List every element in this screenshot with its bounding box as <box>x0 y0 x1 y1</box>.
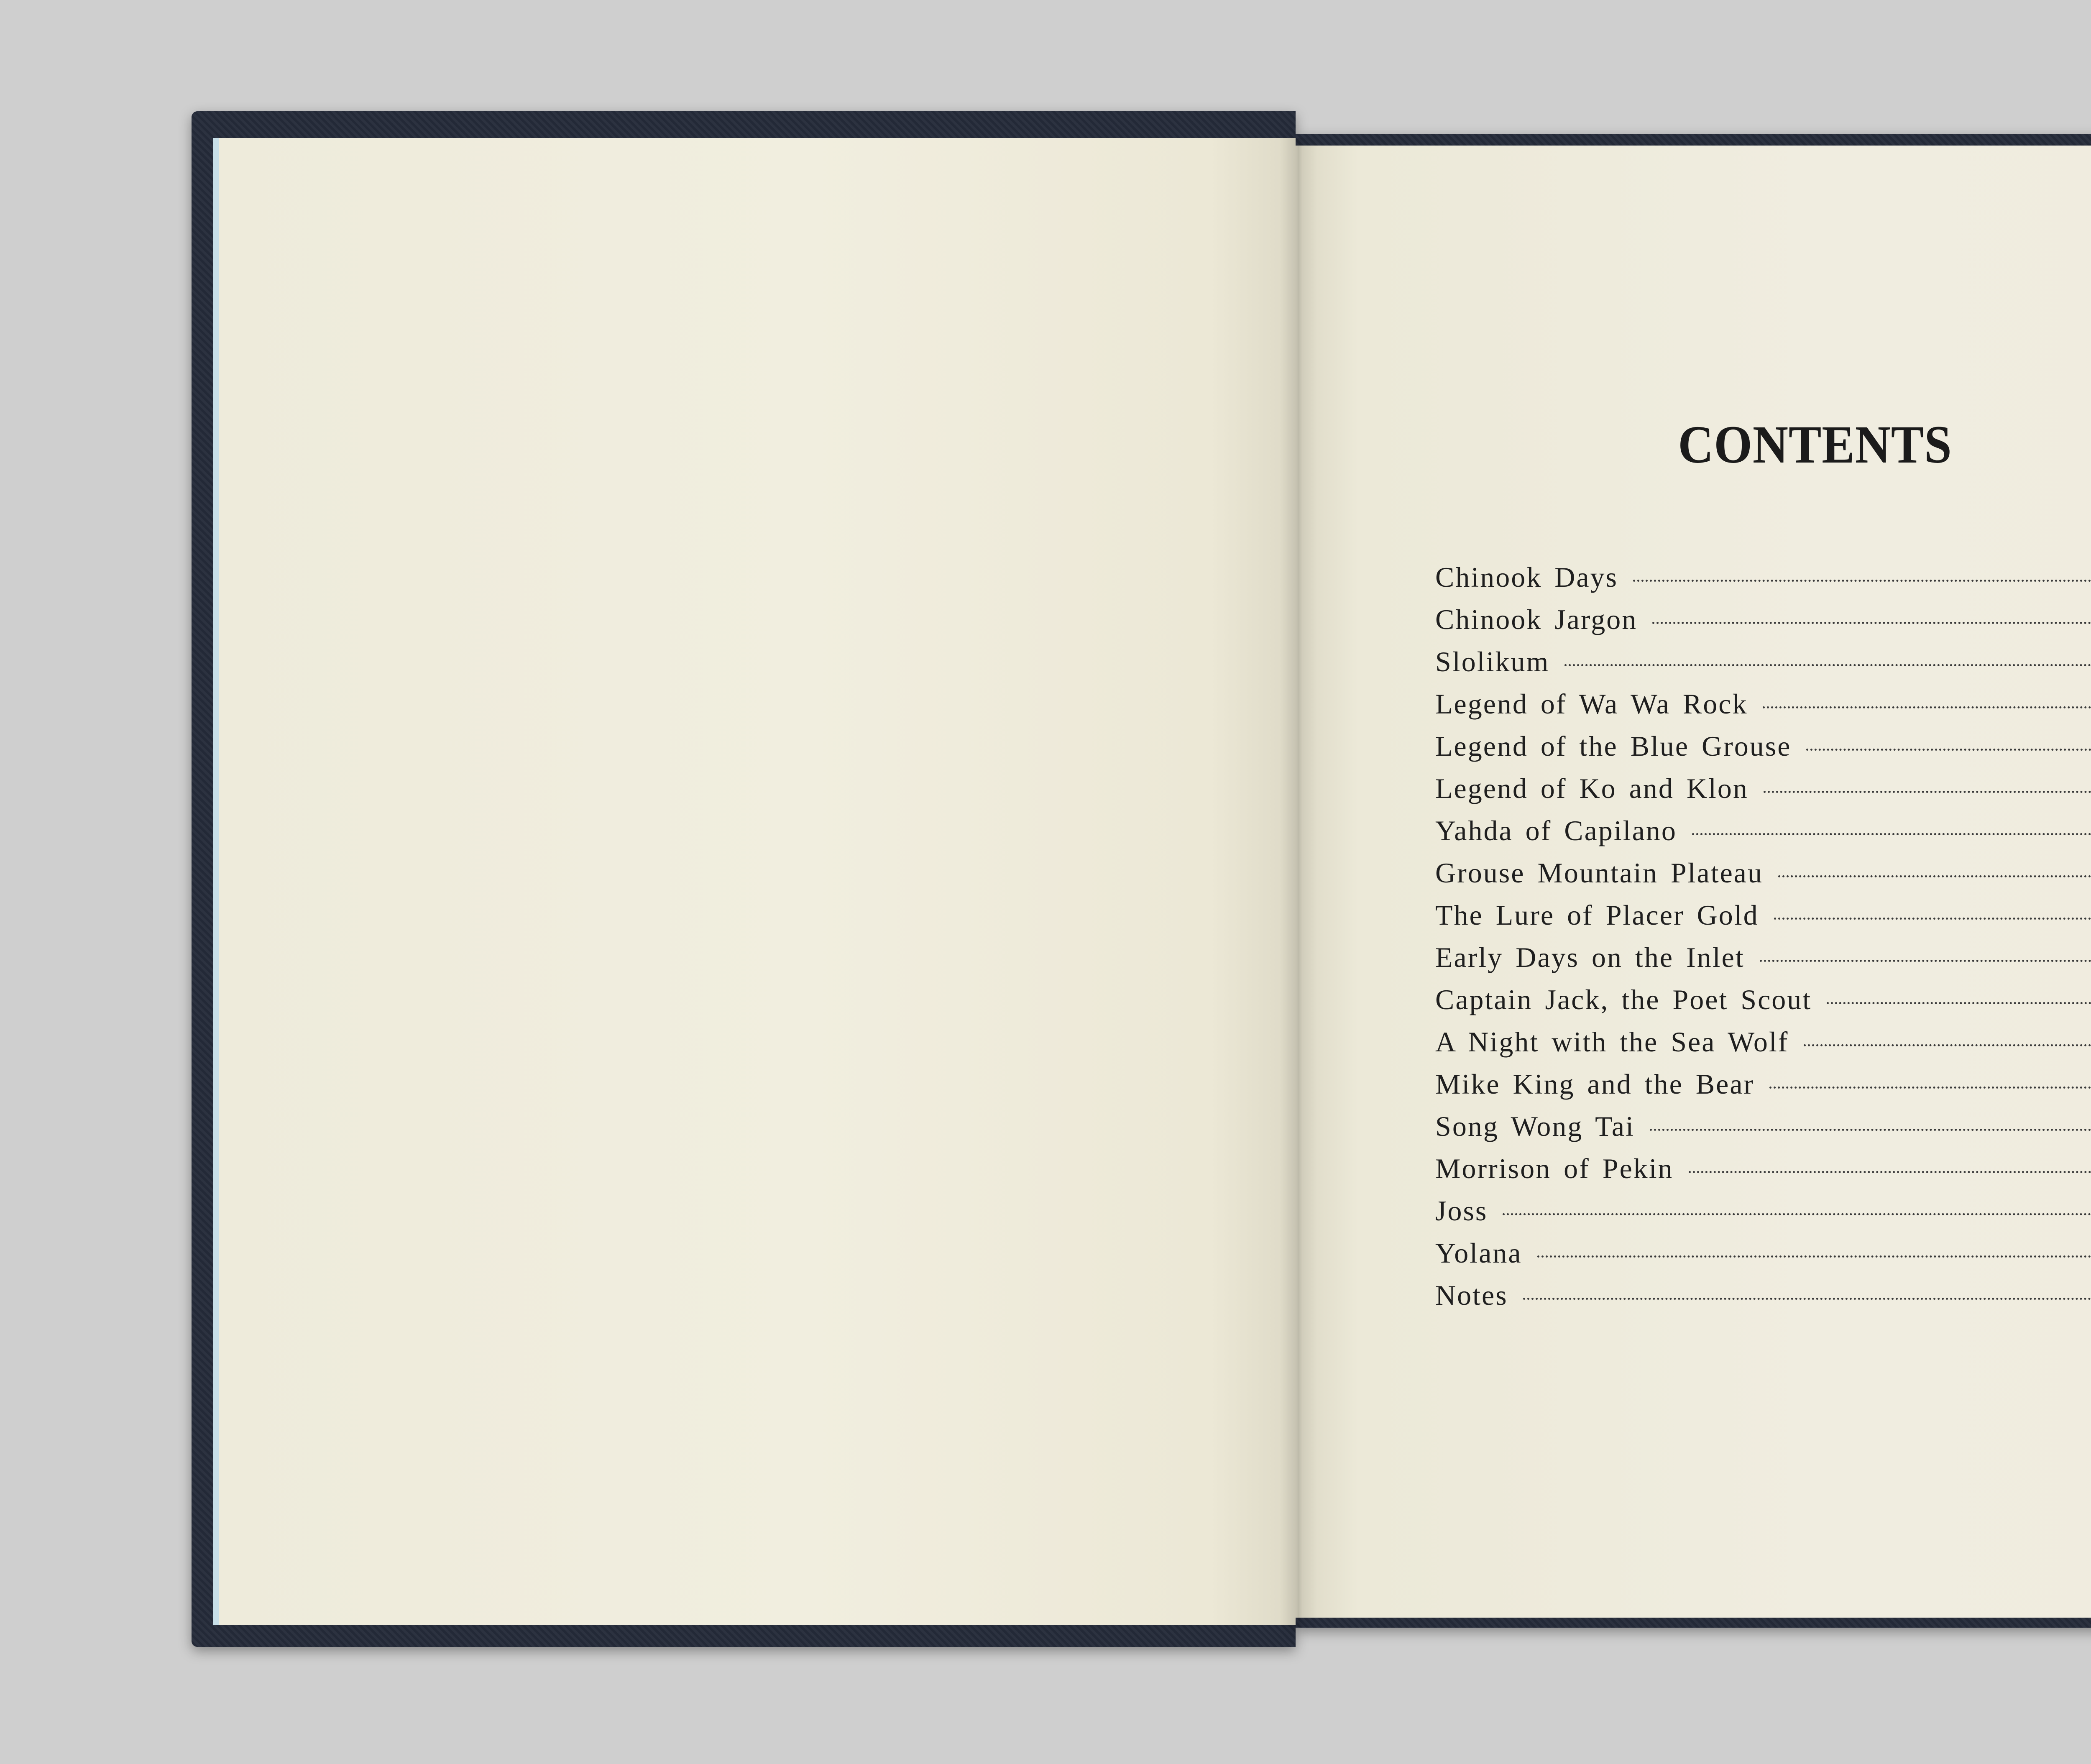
toc-entry-title: Mike King and the Bear <box>1435 1068 1755 1100</box>
toc-entry-title: Early Days on the Inlet <box>1435 941 1745 973</box>
toc-entry-title: Joss <box>1435 1195 1488 1227</box>
dot-leader <box>1689 1171 2091 1173</box>
dot-leader <box>1760 960 2091 962</box>
dot-leader <box>1523 1298 2091 1300</box>
dot-leader <box>1633 580 2091 582</box>
dot-leader <box>1652 622 2091 624</box>
toc-entry-title: Grouse Mountain Plateau <box>1435 857 1763 889</box>
toc-entry <box>1435 1148 2091 1190</box>
page-column-label <box>1435 519 2091 556</box>
toc-entry-title: Slolikum <box>1435 646 1550 677</box>
toc-entry <box>1435 641 2091 683</box>
toc-entry <box>1435 936 2091 979</box>
toc-entry-title: Chinook Jargon <box>1435 603 1638 635</box>
toc-entry-title: Yahda of Capilano <box>1435 815 1677 846</box>
toc-entry <box>1435 810 2091 852</box>
toc-entry-title: A Night with the Sea Wolf <box>1435 1026 1789 1058</box>
dot-leader <box>1804 1044 2091 1046</box>
toc-entry <box>1435 556 2091 598</box>
toc-entry-title: Song Wong Tai <box>1435 1110 1635 1142</box>
dot-leader <box>1827 1002 2091 1004</box>
toc-entry-title: Legend of the Blue Grouse <box>1435 730 1792 762</box>
toc-entry <box>1435 979 2091 1021</box>
toc-entry-title: Morrison of Pekin <box>1435 1153 1674 1184</box>
toc-entry-title: Captain Jack, the Poet Scout <box>1435 984 1812 1015</box>
toc-entry <box>1435 1021 2091 1063</box>
dot-leader <box>1769 1087 2091 1089</box>
toc-entry <box>1435 767 2091 810</box>
table-of-contents <box>1435 519 2091 1317</box>
toc-entry <box>1435 725 2091 767</box>
toc-entries <box>1435 556 2091 1317</box>
toc-entry <box>1435 1190 2091 1232</box>
toc-entry <box>1435 598 2091 641</box>
dot-leader <box>1692 833 2091 835</box>
toc-entry <box>1435 1063 2091 1105</box>
toc-entry <box>1435 1274 2091 1317</box>
book-gutter <box>1280 138 1317 1627</box>
dot-leader <box>1650 1129 2091 1131</box>
toc-entry-title: Chinook Days <box>1435 561 1618 593</box>
dot-leader <box>1537 1255 2091 1258</box>
toc-entry-title: The Lure of Placer Gold <box>1435 899 1759 931</box>
dot-leader <box>1503 1213 2091 1215</box>
dot-leader <box>1778 875 2091 877</box>
toc-entry-title: Legend of Ko and Klon <box>1435 772 1748 804</box>
left-page-blank <box>217 138 1296 1625</box>
dot-leader <box>1764 791 2091 793</box>
dot-leader <box>1564 664 2091 666</box>
toc-entry <box>1435 1232 2091 1274</box>
toc-entry <box>1435 683 2091 725</box>
contents-heading: CONTENTS <box>1678 415 1952 474</box>
toc-entry <box>1435 852 2091 894</box>
toc-entry <box>1435 894 2091 936</box>
dot-leader <box>1763 706 2091 708</box>
toc-entry-title: Notes <box>1435 1279 1508 1311</box>
dot-leader <box>1806 749 2091 751</box>
dot-leader <box>1774 918 2091 920</box>
toc-entry-title: Yolana <box>1435 1237 1522 1269</box>
toc-entry-title: Legend of Wa Wa Rock <box>1435 688 1748 720</box>
toc-entry <box>1435 1105 2091 1148</box>
